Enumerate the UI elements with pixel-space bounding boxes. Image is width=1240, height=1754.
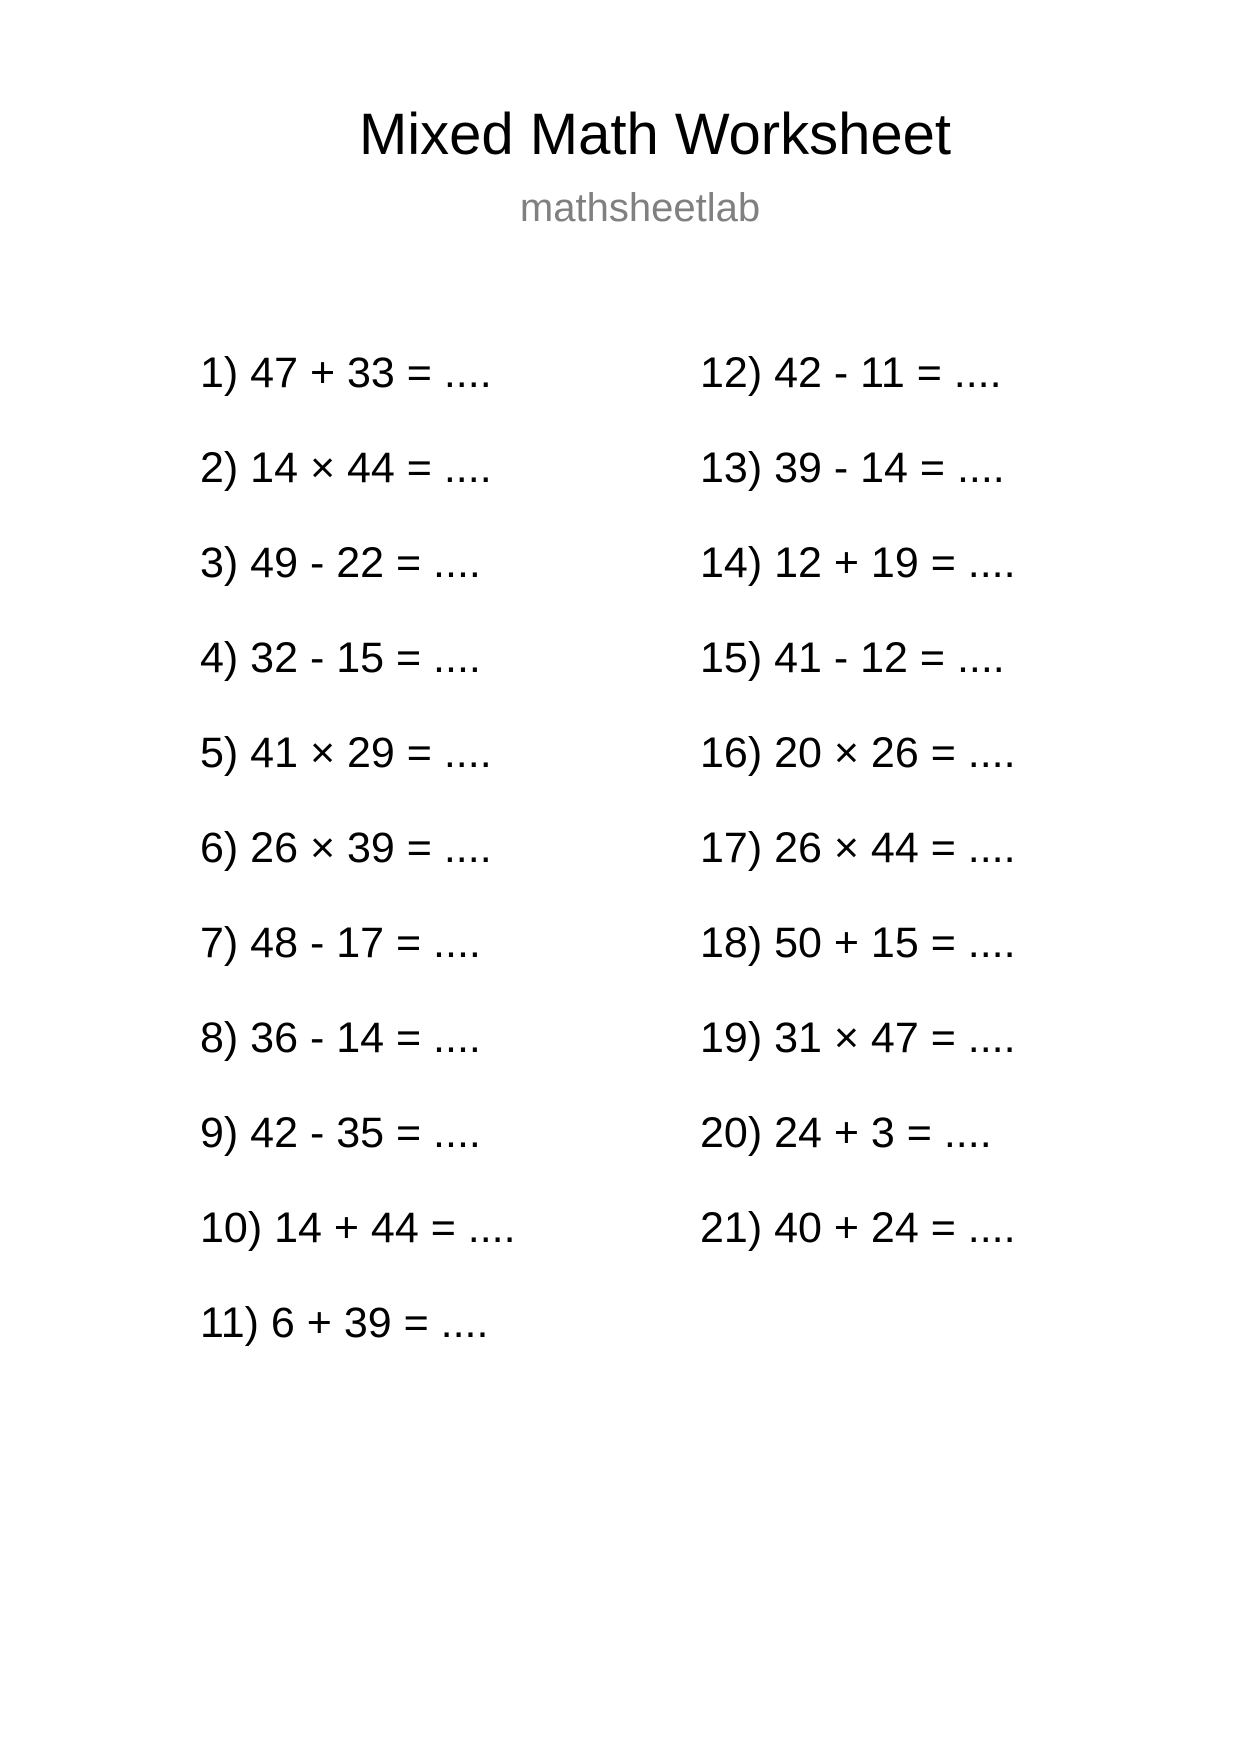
problem-item: 10) 14 + 44 = .... [200,1204,516,1252]
problem-item: 9) 42 - 35 = .... [200,1109,481,1157]
problem-list-left [200,345,516,1390]
problem-item: 7) 48 - 17 = .... [200,919,481,967]
problem-item: 5) 41 × 29 = .... [200,729,492,777]
problem-list-right [700,345,1016,1295]
problem-item: 11) 6 + 39 = .... [200,1299,489,1347]
problem-item: 20) 24 + 3 = .... [700,1109,992,1157]
problem-item: 14) 12 + 19 = .... [700,539,1016,587]
problem-item: 8) 36 - 14 = .... [200,1014,481,1062]
problem-item: 6) 26 × 39 = .... [200,824,492,872]
problem-item: 13) 39 - 14 = .... [700,444,1005,492]
problem-item: 17) 26 × 44 = .... [700,824,1016,872]
problem-item: 18) 50 + 15 = .... [700,919,1016,967]
problem-item: 4) 32 - 15 = .... [200,634,481,682]
problem-item: 19) 31 × 47 = .... [700,1014,1016,1062]
worksheet-title: Mixed Math Worksheet [358,102,952,167]
worksheet-source: mathsheetlab [519,186,761,230]
problem-item: 21) 40 + 24 = .... [700,1204,1016,1252]
problem-item: 2) 14 × 44 = .... [200,444,492,492]
problem-item: 1) 47 + 33 = .... [200,349,492,397]
problem-item: 3) 49 - 22 = .... [200,539,481,587]
problem-item: 16) 20 × 26 = .... [700,729,1016,777]
problem-item: 15) 41 - 12 = .... [700,634,1005,682]
problem-item: 12) 42 - 11 = .... [700,349,1002,397]
